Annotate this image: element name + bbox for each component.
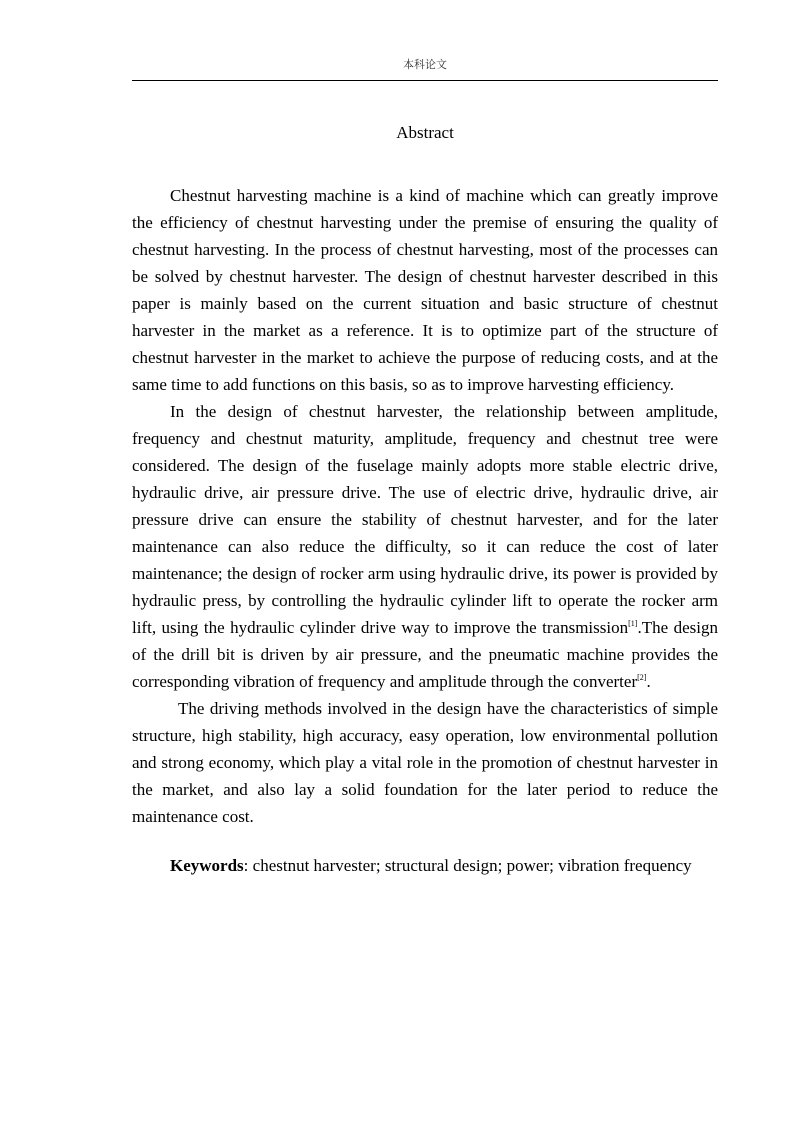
- keywords-label: Keywords: [170, 856, 244, 875]
- keywords-text: : chestnut harvester; structural design; power; vibration frequency: [243, 856, 692, 875]
- keywords-line: [132, 852, 718, 879]
- abstract-body: [132, 182, 718, 879]
- paragraph-2-text-a: In the design of chestnut harvester, the relationship between amplitude, frequency and chestnut maturity, amplitude, frequency and chestnut tree were considered. The design of the fuselage mainly adopts more stable electric drive, hydraulic drive, air pressure drive. The use of electric drive, hydraulic drive, air pressure drive can ensure the stability of chestnut harvester, and for the later maintenance can also reduce the difficulty, so it can reduce the cost of later maintenance; the design of rocker arm using hydraulic drive, its power is provided by hydraulic press, by controlling the hydraulic cylinder lift to operate the rocker arm lift, using the hydraulic cylinder drive way to improve the transmission: [132, 402, 718, 637]
- abstract-paragraph-2: [132, 398, 718, 695]
- paragraph-2-text-b: .The design of the drill bit is driven by air pressure, and the pneumatic machine provides the corresponding vibration of frequency and amplitude through the converter: [132, 618, 718, 691]
- abstract-paragraph-1: Chestnut harvesting machine is a kind of machine which can greatly improve the efficiency of chestnut harvesting under the premise of ensuring the quality of chestnut harvesting. In the process of chestnut harvesting, most of the processes can be solved by chestnut harvester. The design of chestnut harvester described in this paper is mainly based on the current situation and basic structure of chestnut harvester in the market as a reference. It is to optimize part of the structure of chestnut harvester in the market to achieve the purpose of reducing costs, and at the same time to add functions on this basis, so as to improve harvesting efficiency.: [132, 186, 718, 394]
- paragraph-2-text-c: .: [646, 672, 651, 691]
- citation-ref-1: [1]: [628, 619, 638, 628]
- header-rule: [132, 80, 718, 81]
- running-header: 本科论文: [403, 58, 447, 71]
- abstract-title: Abstract: [396, 123, 454, 142]
- citation-ref-2: [2]: [637, 673, 647, 682]
- abstract-paragraph-3: The driving methods involved in the design have the characteristics of simple structure, high stability, high accuracy, easy operation, low environmental pollution and strong economy, which play a vital role in the promotion of chestnut harvester in the market, and also lay a solid foundation for the later period to reduce the maintenance cost.: [132, 699, 718, 826]
